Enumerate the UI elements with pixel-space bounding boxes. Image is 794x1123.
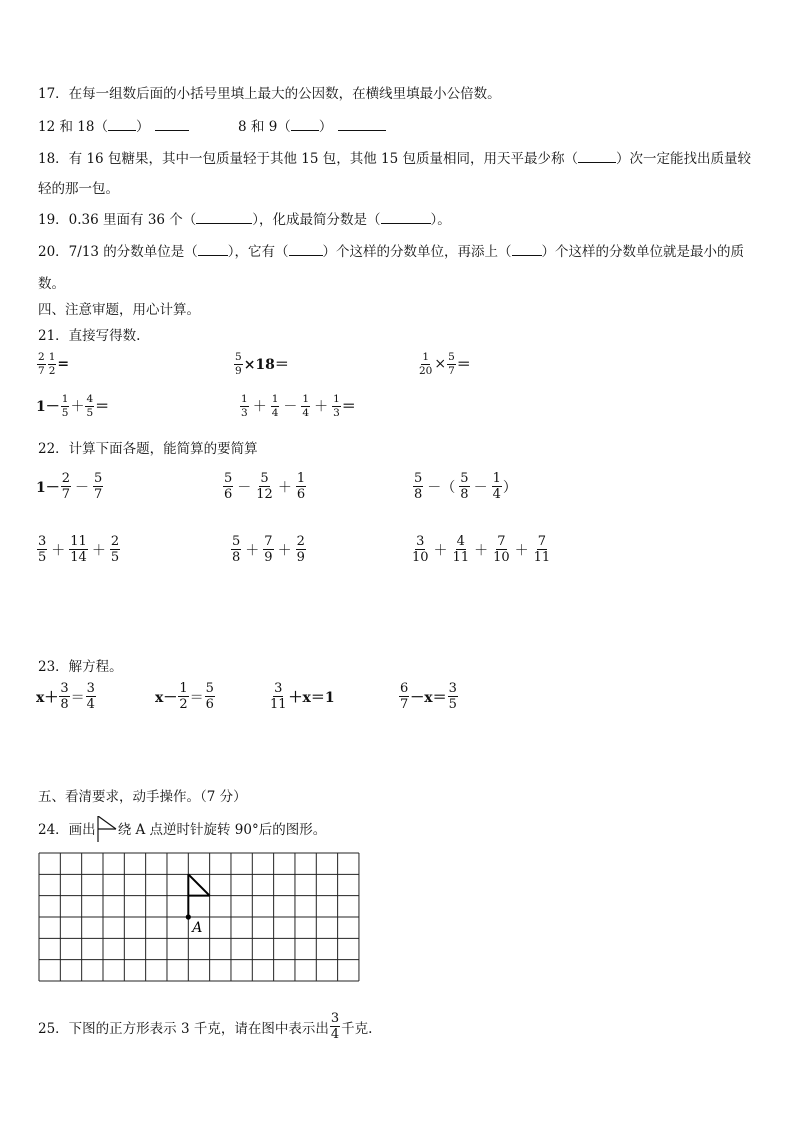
q17-a-lcm-blank[interactable] [155,118,189,131]
fraction: $\frac{7}{10}$ [493,534,510,565]
fraction: $\frac{1}{2}$ [179,681,188,712]
fraction: $\frac{7}{9}$ [264,534,273,565]
q19-text-a: 19．0.36 里面有 36 个（ [38,212,197,228]
q21-expr-5 [239,394,356,418]
q20-text-d: ）个这样的分数单位就是最小的质 [541,244,745,260]
fraction: $\frac{4}{5}$ [86,393,94,419]
fraction: $\frac{3}{4}$ [86,681,95,712]
operator: ＋ [51,542,66,559]
fraction: $\frac{1}{4}$ [492,471,501,502]
fraction: $\frac{5}{7}$ [448,351,455,377]
fraction: $\frac{5}{8}$ [460,471,469,502]
q24-text-a: 24．画出 [38,822,96,838]
q20-blank-3[interactable] [512,243,542,256]
fraction: $\frac{3}{5}$ [448,681,457,712]
q24-text-b: 绕 A 点逆时针旋转 90°后的图形。 [117,822,327,838]
q24-line [38,816,326,842]
equals-sign: ＝ [70,689,85,706]
fraction: $\frac{5}{6}$ [205,681,214,712]
operator: ＋ [314,399,329,415]
q23-eq-2 [155,682,216,711]
fraction: $\frac{1}{2}$ [48,351,56,377]
fraction: $\frac{5}{6}$ [224,471,233,502]
q17-answers [38,115,386,135]
fraction: $\frac{5}{7}$ [94,471,103,502]
q17-b-close: ） [318,119,333,135]
q20-blank-2[interactable] [289,243,323,256]
fraction: $\frac{2}{7}$ [38,351,45,377]
q18-text-b: ）次一定能找出质量较 [615,151,751,167]
q20-line1 [38,240,744,260]
fraction: $\frac{5}{8}$ [414,471,423,502]
rotation-grid[interactable] [38,852,358,980]
q17-a-close: ） [135,119,150,135]
equals-sign: ＝ [189,689,204,706]
q20-text-a: 20．7/13 的分数单位是（ [38,244,198,260]
equals-sign: ＝ [341,399,356,415]
q17-b-label: 8 和 9（ [238,119,291,135]
q25-text-a: 25．下图的正方形表示 3 千克，请在图中表示出 [38,1020,329,1037]
expr-tail: ＋x＝1 [288,689,335,706]
operator: ＋ [70,399,85,415]
q19-text-c: ）。 [430,212,451,228]
q22-expression [36,535,121,564]
q21-expr-2 [233,352,289,376]
point-a [186,914,191,919]
equals-sign: = [57,356,70,372]
q22-title: 22．计算下面各题，能简算的要简算 [38,441,258,457]
q17-b-gcd-blank[interactable] [291,118,319,131]
q18-text-a: 18．有 16 包糖果，其中一包质量轻于其他 15 包，其他 15 包质量相同，用天平最少称（ [38,151,578,167]
operator: ＋ [91,542,106,559]
fraction: $\frac{1}{3}$ [241,393,248,419]
q22-expression [410,535,552,564]
operator: ＋ [277,479,292,496]
fraction: $\frac{5}{9}$ [235,351,242,377]
operator: － [283,399,298,415]
fraction: $\frac{4}{11}$ [452,534,470,565]
q20-text-b: ），它有（ [227,244,289,260]
q25-text-b: 千克. [341,1020,373,1037]
expr-lead: 1－ [36,399,60,415]
fraction: $\frac{7}{11}$ [533,534,551,565]
q23-eq-1 [36,682,97,711]
section-5-heading: 五、看清要求，动手操作。（7 分） [38,789,247,805]
fraction: $\frac{11}{14}$ [70,534,87,565]
q20-text-c: ）个这样的分数单位，再添上（ [322,244,512,260]
operator: × [434,356,447,372]
fraction: $\frac{1}{4}$ [302,393,310,419]
fraction: $\frac{3}{10}$ [412,534,429,565]
operator: ＋ [514,542,529,559]
q22-expression [230,535,307,564]
operator: －（ [427,479,456,496]
expr-lead: x＋ [36,689,59,706]
q22-expression [412,472,517,501]
operator: ＋ [245,542,260,559]
fraction: $\frac{3}{4}$ [330,1011,340,1042]
q21-title: 21．直接写得数. [38,328,141,344]
q18-line2: 轻的那一包。 [38,181,119,197]
fraction: $\frac{3}{5}$ [38,534,47,565]
fraction: $\frac{1}{4}$ [271,393,279,419]
fraction: $\frac{5}{8}$ [232,534,241,565]
closing-paren: ） [502,479,517,496]
equals-sign: ＝ [456,357,471,373]
operator: ＋ [474,542,489,559]
fraction: $\frac{1}{3}$ [333,393,340,419]
q23-eq-4 [398,682,459,711]
q25-line [38,1012,372,1041]
operator: － [473,479,488,496]
expr-mid: －x＝ [410,689,447,706]
q20-line2: 数。 [38,276,65,292]
flag-shape-icon [96,816,118,842]
flag-figure [186,874,210,919]
fraction: $\frac{5}{12}$ [256,471,273,502]
fraction: $\frac{2}{9}$ [296,534,305,565]
q22-expression [36,472,104,501]
q20-blank-1[interactable] [198,243,228,256]
q17-b-lcm-blank[interactable] [338,118,386,131]
expr-lead: 1－ [36,479,60,496]
q21-expr-4 [36,394,109,418]
q21-expr-3 [417,352,471,376]
fraction: $\frac{1}{6}$ [296,471,306,502]
operator: － [75,479,90,496]
fraction: $\frac{3}{11}$ [270,681,287,712]
operator: ＋ [252,399,267,415]
expr-tail: ×18＝ [243,357,289,373]
q19-line [38,208,451,228]
operator: ＋ [433,542,448,559]
fraction: $\frac{2}{7}$ [61,471,71,502]
fraction: $\frac{3}{8}$ [60,681,69,712]
fraction: $\frac{2}{5}$ [110,534,120,565]
fraction: $\frac{1}{20}$ [419,351,433,377]
q22-expression [222,472,307,501]
q17-text: 17．在每一组数后面的小括号里填上最大的公因数，在横线里填最小公倍数。 [38,86,501,102]
q17-a-label: 12 和 18（ [38,119,108,135]
section-4-heading: 四、注意审题，用心计算。 [38,302,200,318]
fraction: $\frac{6}{7}$ [400,681,409,712]
q23-title: 23．解方程。 [38,659,123,675]
q18-line1 [38,147,751,167]
q19-blank-1[interactable] [196,211,252,224]
operator: ＋ [277,542,292,559]
equals-sign: ＝ [95,399,110,415]
fraction: $\frac{1}{5}$ [61,393,69,419]
q23-eq-3 [268,682,335,711]
q21-expr-1 [36,352,69,376]
q17-a-gcd-blank[interactable] [108,118,136,131]
operator: － [237,479,252,496]
point-a-label: A [192,919,203,936]
expr-lead: x－ [155,689,178,706]
q19-text-b: ），化成最简分数是（ [252,212,381,228]
q19-blank-2[interactable] [381,211,431,224]
q18-blank[interactable] [578,150,616,163]
